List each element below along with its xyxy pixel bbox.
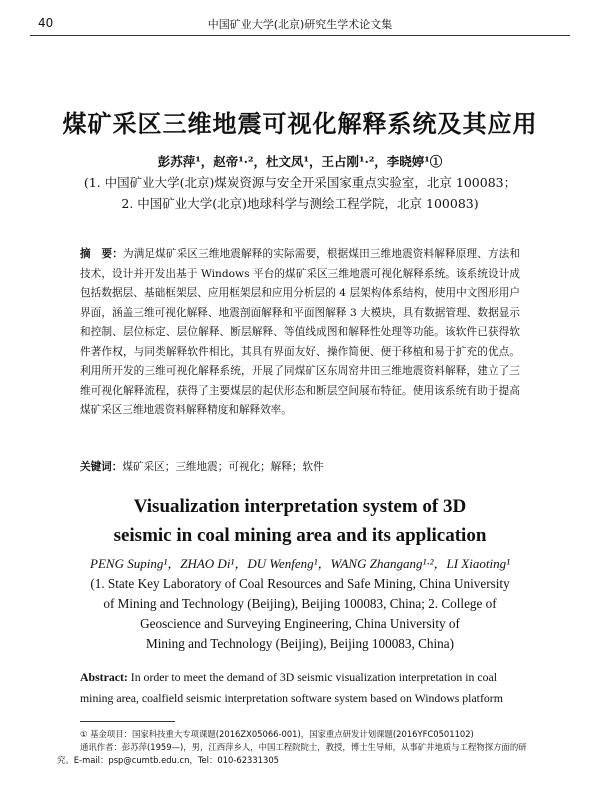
en-affiliation-line: Mining and Technology (Beijing), Beijing 100083, China) — [146, 636, 454, 651]
cn-abstract-text: 为满足煤矿采区三维地震解释的实际需要，根据煤田三维地震资料解释原理、方法和技术，设计并开发出基于 Windows 平台的煤矿采区三维地震可视化解释系统。该系统设计成包括数据层、基础框架层、应用框架层和应用分析层的 4 层架构体系结构，使用中文图形用户界面，涵盖三维可视化解释、地震剖面解释和平面图解释 3 大模块，具有数据管理、数据显示和控制、层位标定、层位解释、断层解释、等值线成图和解释性处理等功能。该软件已获得软件著作权，与同类解释软件相比，其具有界面友好、操作简便、便于移植和易于扩充的优点。利用所开发的三维可视化解释系统，开展了同煤矿区东周窑井田三维地震资料解释，建立了三维可视化解释流程，获得了主要煤层的起伏形态和断层空间展布特征。使用该系统有助于提高煤矿采区三维地震资料解释精度和解释效率。 — [80, 248, 521, 416]
cn-keywords-label: 关键词： — [80, 461, 123, 473]
en-abstract-label: Abstract: — [80, 670, 128, 684]
running-head: 中国矿业大学(北京)研究生学术论文集 — [207, 18, 393, 31]
header-rule — [30, 35, 570, 36]
en-title-line-2: seismic in coal mining area and its application — [113, 525, 487, 546]
cn-abstract-label: 摘 要： — [80, 248, 123, 260]
en-affiliation-line: of Mining and Technology (Beijing), Beijing 100083, China; 2. College of — [103, 596, 497, 611]
en-authors: PENG Suping¹，ZHAO Di¹，DU Wenfeng¹，WANG Zhangang¹·²，LI Xiaoting¹ — [90, 556, 510, 571]
cn-affiliation-2: 2. 中国矿业大学(北京)地球科学与测绘工程学院，北京 100083) — [121, 196, 479, 211]
cn-abstract — [80, 245, 520, 421]
footnote-fund: ① 基金项目：国家科技重大专项课题(2016ZX05066-001)，国家重点研发计划课题(2016YFC0501102) — [80, 729, 474, 739]
en-abstract — [80, 667, 525, 709]
footnote-rule — [80, 721, 175, 722]
cn-keywords-text: 煤矿采区；三维地震；可视化；解释；软件 — [122, 461, 324, 473]
page-number: 40 — [38, 16, 54, 30]
en-abstract-text: In order to meet the demand of 3D seismic visualization interpretation in coal mining area, coalfield seismic interpretation software system based on Windows platform — [80, 670, 503, 705]
footnote-contact-continued: 究。E-mail：psp@cumtb.edu.cn，Tel：010-62331305 — [57, 755, 279, 765]
cn-title: 煤矿采区三维地震可视化解释系统及其应用 — [62, 110, 538, 138]
en-title-line-1: Visualization interpretation system of 3D — [133, 496, 467, 517]
en-affiliation-line: (1. State Key Laboratory of Coal Resources and Safe Mining, China University — [90, 576, 510, 591]
footnote-contact: 通讯作者：彭苏萍(1959—)，男，江西萍乡人，中国工程院院士，教授，博士生导师，从事矿井地质与工程物探方面的研 — [80, 742, 527, 752]
en-affiliation-line: Geoscience and Surveying Engineering, China University of — [140, 616, 460, 631]
cn-affiliation-1: (1. 中国矿业大学(北京)煤炭资源与安全开采国家重点实验室，北京 100083； — [83, 175, 517, 190]
cn-keywords — [80, 459, 520, 474]
cn-authors: 彭苏萍¹，赵帝¹·²，杜文凤¹，王占刚¹·²，李晓婷¹① — [157, 154, 443, 169]
